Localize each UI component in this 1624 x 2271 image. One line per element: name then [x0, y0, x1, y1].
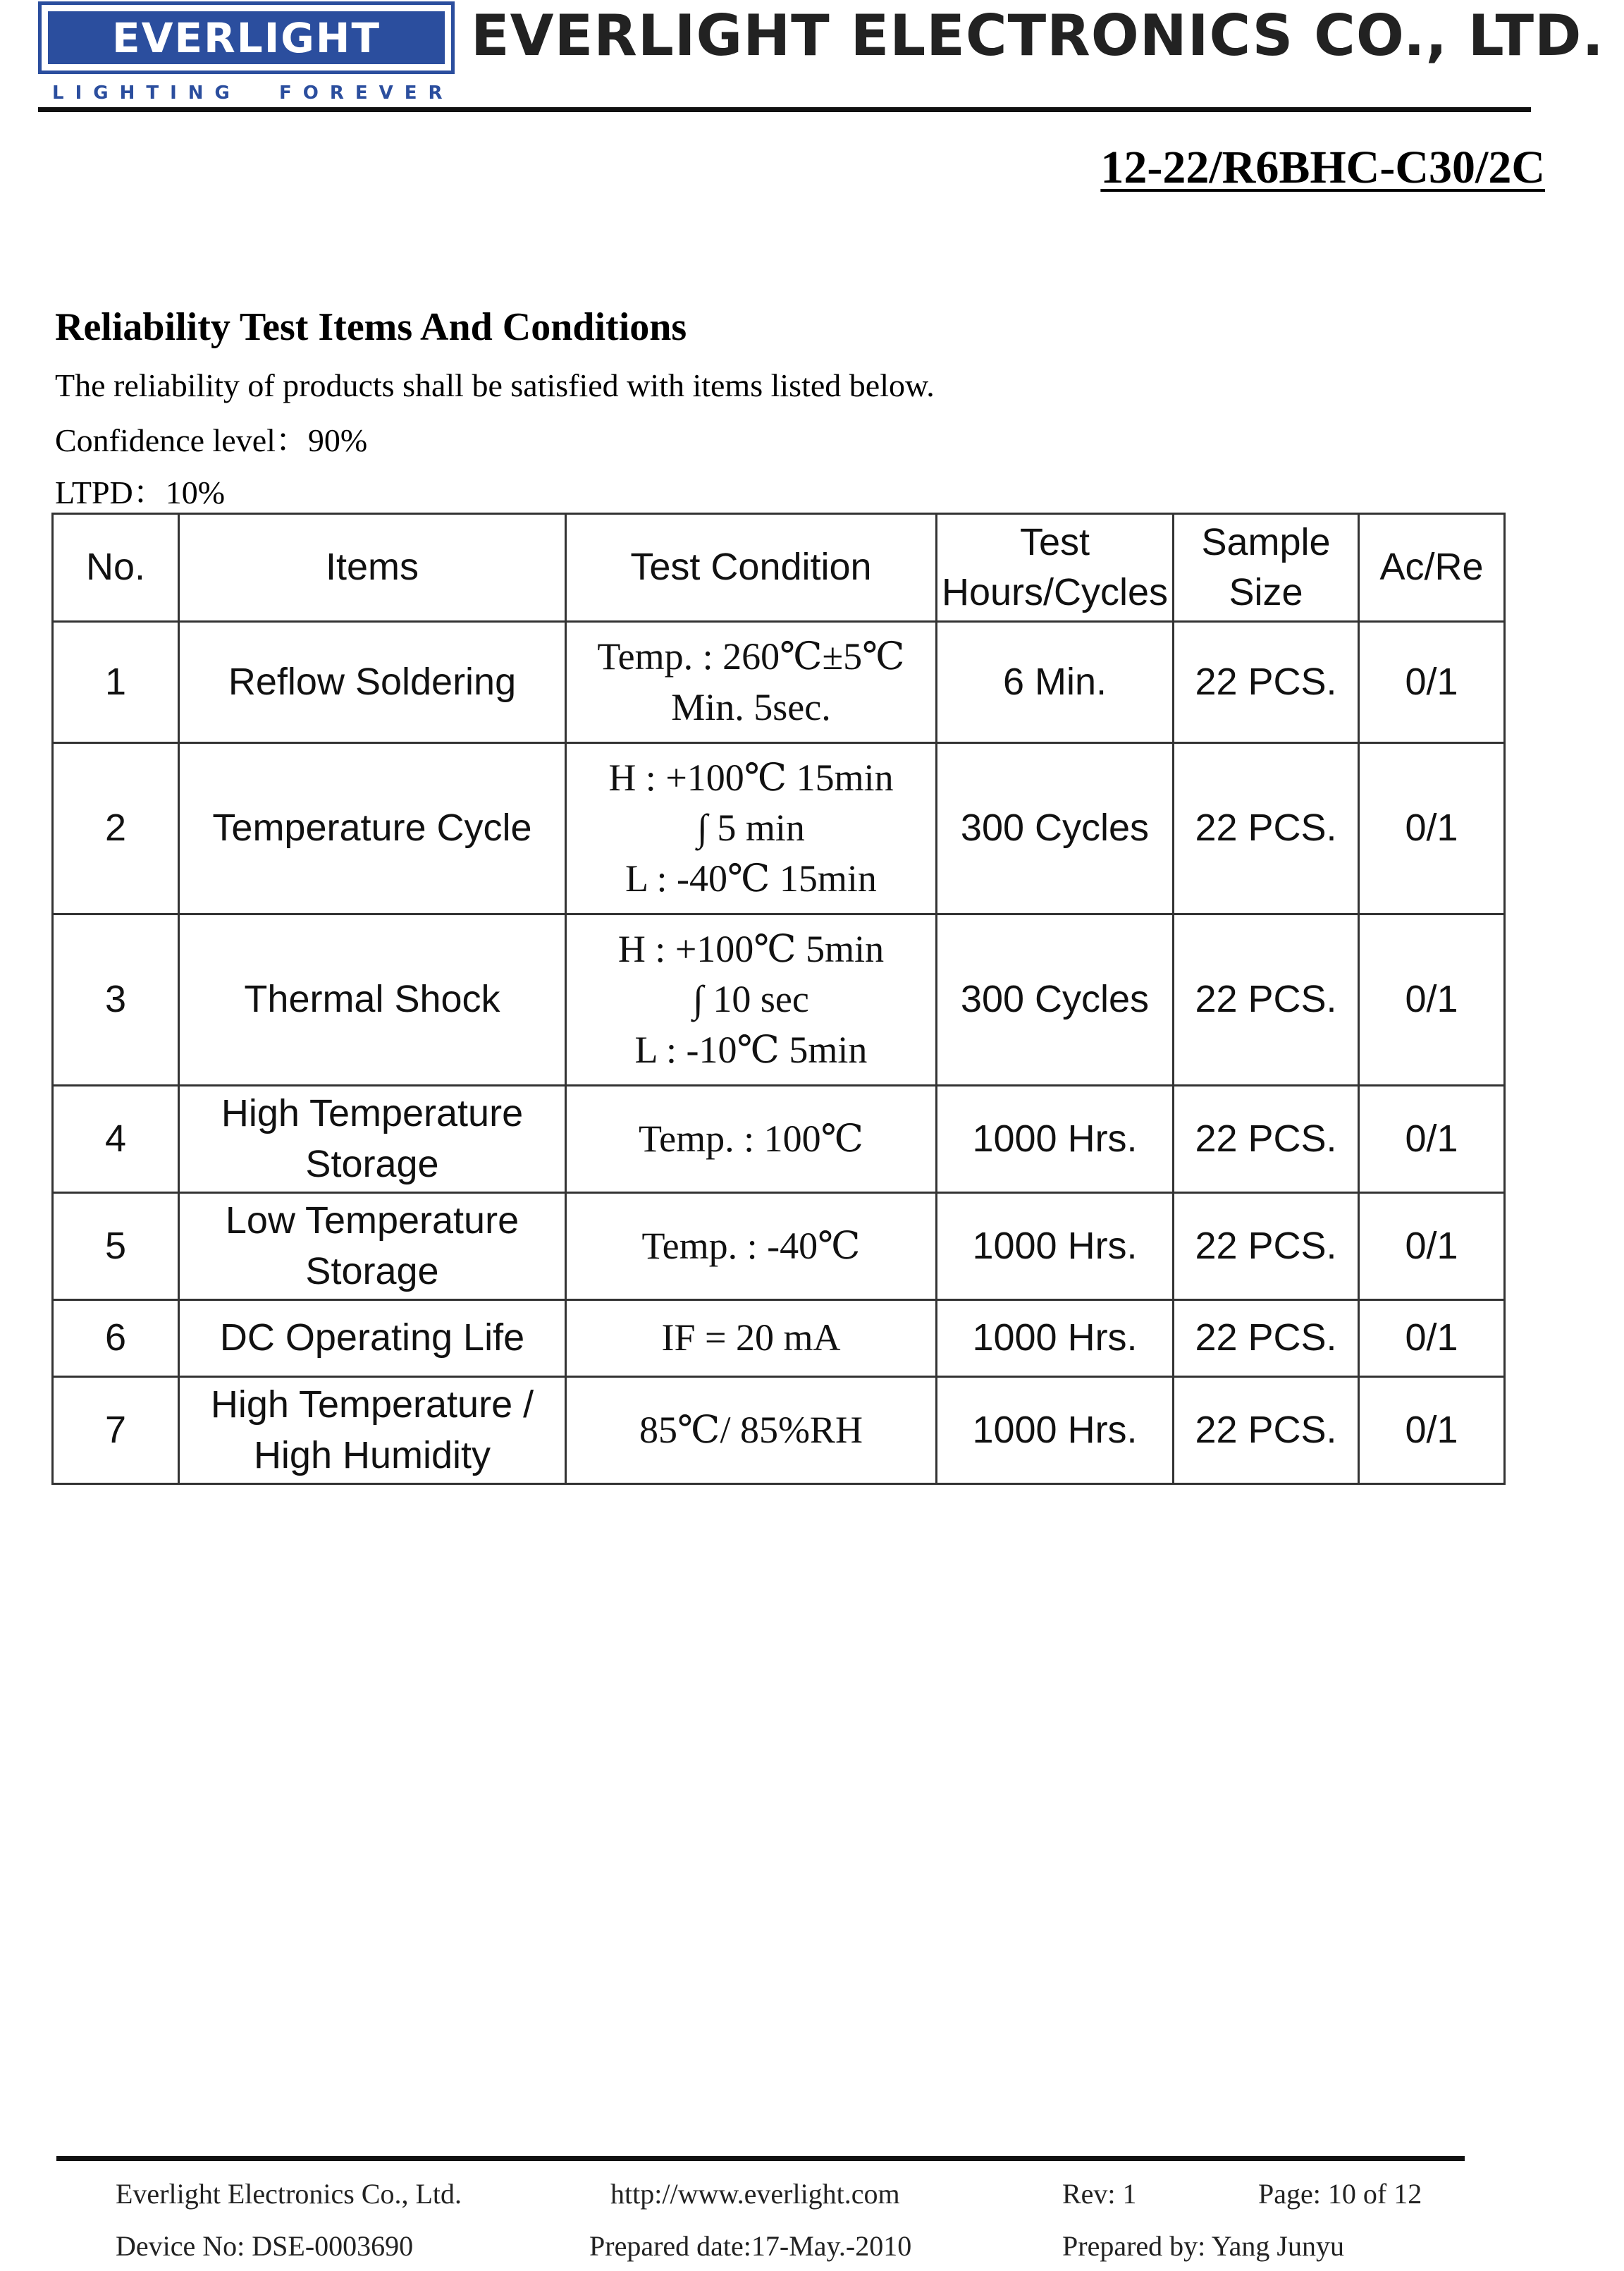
reliability-table — [51, 513, 1506, 1485]
cell-hours: 1000 Hrs. — [937, 1193, 1174, 1300]
header-no: No. — [53, 514, 179, 622]
item-line1: DC Operating Life — [219, 1316, 525, 1359]
cell-no: 4 — [53, 1086, 179, 1193]
cell-condition — [566, 1300, 937, 1377]
part-number: 12-22/R6BHC-C30/2C — [1100, 142, 1545, 193]
table-row — [53, 1300, 1505, 1377]
cell-condition — [566, 622, 937, 743]
footer-rev: Rev: 1 — [1062, 2178, 1137, 2210]
condition-line1: H : +100℃ 15min — [608, 757, 894, 800]
tagline-forever: FOREVER — [279, 82, 454, 104]
cell-no: 1 — [53, 622, 179, 743]
header-sample-line2: Size — [1229, 571, 1303, 613]
cell-no: 3 — [53, 914, 179, 1086]
cell-hours: 6 Min. — [937, 622, 1174, 743]
header-hours-line2: Hours/Cycles — [941, 571, 1169, 613]
condition-line1: Temp. : 100℃ — [638, 1117, 864, 1160]
cell-no: 2 — [53, 743, 179, 914]
cell-condition — [566, 914, 937, 1086]
cell-condition — [566, 1377, 937, 1484]
footer-device-no: Device No: DSE-0003690 — [116, 2230, 414, 2262]
company-name: EVERLIGHT ELECTRONICS CO., LTD. — [471, 3, 1604, 68]
cell-acre: 0/1 — [1359, 1193, 1505, 1300]
cell-item — [179, 743, 566, 914]
cell-hours: 300 Cycles — [937, 914, 1174, 1086]
header-condition: Test Condition — [566, 514, 937, 622]
table-row — [53, 1193, 1505, 1300]
cell-sample: 22 PCS. — [1174, 1300, 1359, 1377]
condition-line3: L : -40℃ 15min — [625, 857, 877, 900]
footer-company: Everlight Electronics Co., Ltd. — [116, 2178, 462, 2210]
header-acre: Ac/Re — [1359, 514, 1505, 622]
table-row — [53, 914, 1505, 1086]
header-divider — [38, 107, 1531, 112]
item-line1: High Temperature / — [210, 1383, 534, 1426]
ltpd-value: LTPD：10% — [55, 475, 226, 510]
cell-item — [179, 1086, 566, 1193]
cell-item — [179, 914, 566, 1086]
header-sample-line1: Sample — [1201, 520, 1331, 563]
cell-condition — [566, 1193, 937, 1300]
condition-line2: Min. 5sec. — [671, 685, 831, 728]
cell-acre: 0/1 — [1359, 1377, 1505, 1484]
header-hours-line1: Test — [1019, 520, 1090, 563]
intro-text: The reliability of products shall be satisfied with items listed below. — [55, 367, 935, 403]
item-line2: Storage — [305, 1142, 439, 1185]
table-row — [53, 1086, 1505, 1193]
cell-sample: 22 PCS. — [1174, 622, 1359, 743]
confidence-level: Confidence level：90% — [55, 422, 368, 458]
cell-condition — [566, 743, 937, 914]
item-line2: Storage — [305, 1249, 439, 1292]
cell-no: 5 — [53, 1193, 179, 1300]
footer-divider — [56, 2156, 1465, 2161]
footer-prepared-by: Prepared by: Yang Junyu — [1062, 2230, 1344, 2262]
cell-acre: 0/1 — [1359, 1086, 1505, 1193]
cell-sample: 22 PCS. — [1174, 1377, 1359, 1484]
item-line1: Thermal Shock — [244, 978, 500, 1021]
everlight-logo — [38, 1, 455, 74]
cell-item — [179, 1193, 566, 1300]
cell-condition — [566, 1086, 937, 1193]
condition-line1: Temp. : -40℃ — [641, 1224, 861, 1267]
table-row — [53, 622, 1505, 743]
condition-line1: IF = 20 mA — [661, 1316, 841, 1359]
tagline-lighting: LIGHTING — [52, 82, 241, 104]
cell-hours: 300 Cycles — [937, 743, 1174, 914]
footer-prepared-date: Prepared date:17-May.-2010 — [589, 2230, 912, 2262]
condition-line1: Temp. : 260℃±5℃ — [597, 635, 905, 678]
logo-text: EVERLIGHT — [111, 13, 381, 62]
footer-url[interactable]: http://www.everlight.com — [610, 2178, 900, 2210]
cell-sample: 22 PCS. — [1174, 743, 1359, 914]
item-line1: Low Temperature — [225, 1199, 519, 1242]
condition-line1: 85℃/ 85%RH — [639, 1408, 863, 1451]
header-hours — [937, 514, 1174, 622]
item-line1: Reflow Soldering — [228, 660, 517, 703]
item-line2: High Humidity — [253, 1433, 491, 1476]
cell-sample: 22 PCS. — [1174, 1086, 1359, 1193]
cell-no: 6 — [53, 1300, 179, 1377]
cell-item — [179, 1300, 566, 1377]
cell-acre: 0/1 — [1359, 1300, 1505, 1377]
cell-item — [179, 1377, 566, 1484]
condition-line3: L : -10℃ 5min — [634, 1028, 868, 1071]
header-sample — [1174, 514, 1359, 622]
condition-line2: ∫ 5 min — [697, 807, 805, 850]
condition-line2: ∫ 10 sec — [693, 978, 809, 1021]
cell-sample: 22 PCS. — [1174, 914, 1359, 1086]
table-row — [53, 1377, 1505, 1484]
cell-acre: 0/1 — [1359, 743, 1505, 914]
cell-sample: 22 PCS. — [1174, 1193, 1359, 1300]
header-items: Items — [179, 514, 566, 622]
table-header-row — [53, 514, 1505, 622]
cell-acre: 0/1 — [1359, 622, 1505, 743]
logo-plate — [48, 11, 445, 64]
footer-page: Page: 10 of 12 — [1258, 2178, 1422, 2210]
cell-hours: 1000 Hrs. — [937, 1300, 1174, 1377]
cell-no: 7 — [53, 1377, 179, 1484]
section-title: Reliability Test Items And Conditions — [55, 305, 687, 349]
cell-item — [179, 622, 566, 743]
condition-line1: H : +100℃ 5min — [617, 928, 885, 971]
item-line1: High Temperature — [221, 1092, 524, 1135]
item-line1: Temperature Cycle — [212, 807, 532, 850]
cell-hours: 1000 Hrs. — [937, 1086, 1174, 1193]
cell-hours: 1000 Hrs. — [937, 1377, 1174, 1484]
table-row — [53, 743, 1505, 914]
cell-acre: 0/1 — [1359, 914, 1505, 1086]
